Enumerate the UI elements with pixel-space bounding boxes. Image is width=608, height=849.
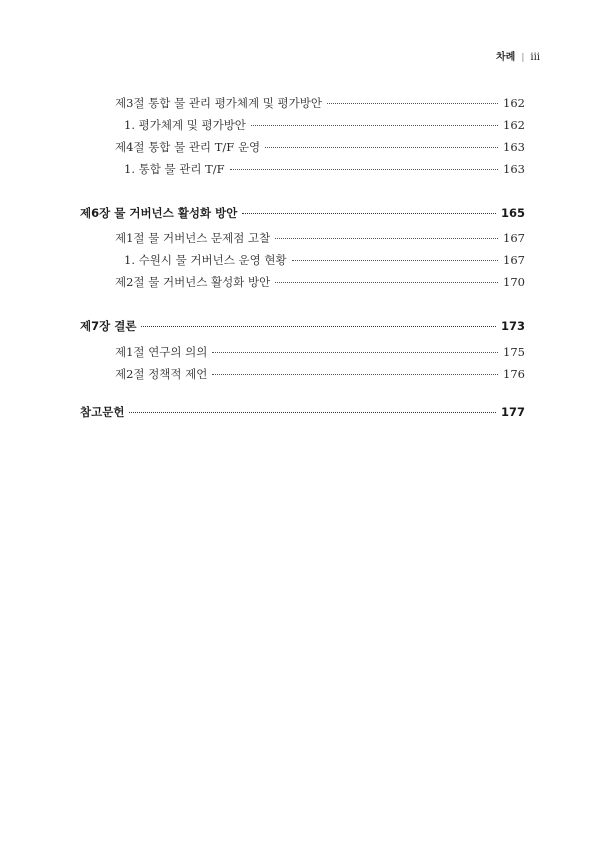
toc-entry-label: 제3절 통합 물 관리 평가체계 및 평가방안 — [115, 96, 322, 110]
toc-entry-section — [115, 230, 525, 246]
dot-leader — [275, 238, 498, 239]
running-head — [496, 51, 540, 65]
toc-entry-chapter — [80, 318, 525, 334]
toc-entry-page: 173 — [500, 319, 525, 333]
toc-entry-section — [115, 274, 525, 290]
toc-entry-page: 175 — [503, 345, 525, 359]
toc-entry-label: 제1절 물 거버넌스 문제점 고찰 — [115, 231, 271, 245]
toc-entry-label: 1. 평가체계 및 평가방안 — [124, 118, 246, 132]
dot-leader — [292, 260, 498, 261]
toc-entry-section — [115, 139, 525, 155]
toc-entry-page: 163 — [503, 140, 525, 154]
dot-leader — [251, 125, 498, 126]
toc-entry-page: 162 — [503, 96, 525, 110]
toc-entry-label: 제7장 결론 — [80, 319, 137, 333]
running-head-title: 차례 — [496, 52, 516, 63]
toc-entry-label: 제2절 정책적 제언 — [115, 367, 208, 381]
toc-entry-page: 176 — [503, 367, 525, 381]
dot-leader — [327, 103, 498, 104]
toc-entry-section — [115, 344, 525, 360]
toc-entry-label: 제6장 물 거버넌스 활성화 방안 — [80, 206, 238, 220]
toc-entry-item — [124, 117, 525, 133]
toc-entry-item — [124, 161, 525, 177]
toc-entry-section — [115, 366, 525, 382]
toc-entry-page: 167 — [503, 253, 525, 267]
toc-entry-page: 162 — [503, 118, 525, 132]
dot-leader — [230, 169, 498, 170]
toc-entry-label: 1. 통합 물 관리 T/F — [124, 162, 225, 176]
dot-leader — [275, 282, 498, 283]
toc-entry-page: 170 — [503, 275, 525, 289]
toc-entry-chapter — [80, 205, 525, 221]
dot-leader — [265, 147, 498, 148]
dot-leader — [141, 326, 496, 327]
running-head-separator: | — [521, 53, 525, 63]
toc-entry-label: 제2절 물 거버넌스 활성화 방안 — [115, 275, 271, 289]
toc-entry-page: 167 — [503, 231, 525, 245]
toc-entry-chapter — [80, 404, 525, 420]
toc-entry-page: 177 — [500, 405, 525, 419]
toc-entry-label: 제4절 통합 물 관리 T/F 운영 — [115, 140, 261, 154]
dot-leader — [242, 213, 496, 214]
toc-entry-label: 1. 수원시 물 거버넌스 운영 현황 — [124, 253, 287, 267]
running-head-page-number: iii — [530, 52, 540, 63]
toc-entry-item — [124, 252, 525, 268]
dot-leader — [212, 352, 498, 353]
dot-leader — [212, 374, 498, 375]
toc-entry-page: 165 — [500, 206, 525, 220]
toc-entry-label: 참고문헌 — [80, 405, 125, 419]
toc-entry-section — [115, 95, 525, 111]
toc-entry-label: 제1절 연구의 의의 — [115, 345, 208, 359]
dot-leader — [129, 412, 496, 413]
toc-entry-page: 163 — [503, 162, 525, 176]
